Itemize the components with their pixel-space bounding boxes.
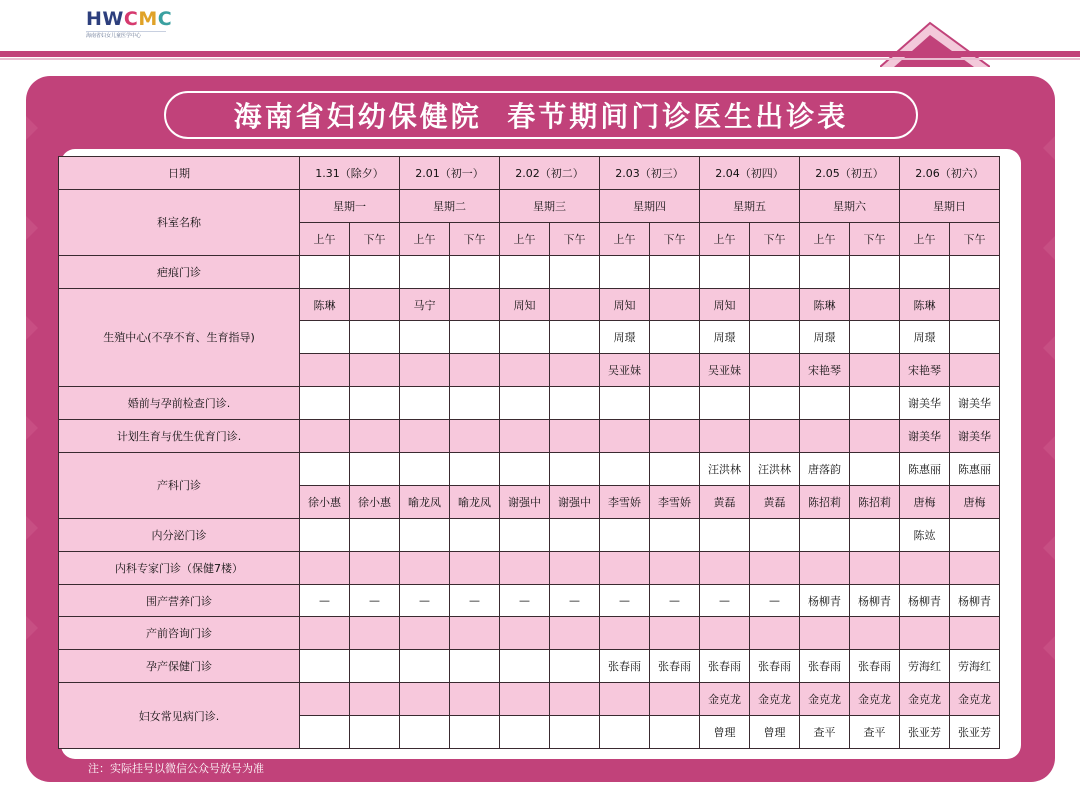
doctor-cell xyxy=(950,255,1000,288)
table-row xyxy=(59,255,1000,288)
am-header: 上午 xyxy=(700,222,750,255)
doctor-cell: 金克龙 xyxy=(700,683,750,716)
doctor-cell xyxy=(650,453,700,486)
doctor-cell xyxy=(650,420,700,453)
dept-name: 妇女常见病门诊. xyxy=(59,683,300,749)
doctor-cell: 金克龙 xyxy=(900,683,950,716)
doctor-cell xyxy=(450,716,500,749)
doctor-cell: 查平 xyxy=(850,716,900,749)
doctor-cell: 周璟 xyxy=(700,321,750,354)
dept-label: 科室名称 xyxy=(59,189,300,255)
weekday-header: 星期日 xyxy=(900,189,1000,222)
doctor-cell: 黄磊 xyxy=(700,485,750,518)
date-header: 2.04（初四） xyxy=(700,157,800,190)
doctor-cell xyxy=(850,518,900,551)
pm-header: 下午 xyxy=(650,222,700,255)
doctor-cell xyxy=(550,650,600,683)
date-header: 2.02（初二） xyxy=(500,157,600,190)
doctor-cell xyxy=(350,255,400,288)
doctor-cell xyxy=(350,354,400,387)
doctor-cell xyxy=(600,716,650,749)
doctor-cell xyxy=(350,288,400,321)
header-row-dates xyxy=(59,157,1000,190)
weekday-header: 星期一 xyxy=(300,189,400,222)
doctor-cell xyxy=(800,518,850,551)
doctor-cell xyxy=(450,650,500,683)
doctor-cell: 喻龙凤 xyxy=(400,485,450,518)
doctor-cell: — xyxy=(300,584,350,617)
doctor-cell: 陈招莉 xyxy=(850,485,900,518)
doctor-cell xyxy=(500,453,550,486)
doctor-cell xyxy=(500,255,550,288)
date-label: 日期 xyxy=(59,157,300,190)
doctor-cell: 陈竑 xyxy=(900,518,950,551)
doctor-cell: 宋艳琴 xyxy=(800,354,850,387)
table-row xyxy=(59,683,1000,716)
doctor-cell xyxy=(800,617,850,650)
table-row xyxy=(59,617,1000,650)
doctor-cell xyxy=(300,387,350,420)
doctor-cell: 张亚芳 xyxy=(900,716,950,749)
doctor-cell: 张春雨 xyxy=(800,650,850,683)
weekday-header: 星期二 xyxy=(400,189,500,222)
doctor-cell: 周知 xyxy=(500,288,550,321)
table-row xyxy=(59,420,1000,453)
doctor-cell: 谢强中 xyxy=(550,485,600,518)
dept-name: 生殖中心(不孕不育、生育指导) xyxy=(59,288,300,387)
weekday-header: 星期六 xyxy=(800,189,900,222)
doctor-cell xyxy=(700,551,750,584)
doctor-cell xyxy=(450,453,500,486)
pm-header: 下午 xyxy=(450,222,500,255)
doctor-cell xyxy=(750,255,800,288)
doctor-cell: 张春雨 xyxy=(850,650,900,683)
dept-name: 计划生育与优生优育门诊. xyxy=(59,420,300,453)
doctor-cell xyxy=(750,420,800,453)
am-header: 上午 xyxy=(500,222,550,255)
doctor-cell xyxy=(650,716,700,749)
logo-subtitle: 海南省妇女儿童医学中心 xyxy=(86,31,166,38)
doctor-cell xyxy=(850,453,900,486)
doctor-cell: 马宁 xyxy=(400,288,450,321)
doctor-cell xyxy=(600,420,650,453)
doctor-cell xyxy=(350,683,400,716)
schedule-table xyxy=(58,156,1000,749)
doctor-cell: — xyxy=(600,584,650,617)
doctor-cell: — xyxy=(650,584,700,617)
doctor-cell xyxy=(350,518,400,551)
doctor-cell xyxy=(700,387,750,420)
date-header: 2.05（初五） xyxy=(800,157,900,190)
doctor-cell xyxy=(450,518,500,551)
doctor-cell xyxy=(450,387,500,420)
doctor-cell xyxy=(850,354,900,387)
doctor-cell: 张春雨 xyxy=(700,650,750,683)
doctor-cell xyxy=(350,420,400,453)
date-header: 2.01（初一） xyxy=(400,157,500,190)
doctor-cell: 汪洪林 xyxy=(750,453,800,486)
doctor-cell xyxy=(400,617,450,650)
doctor-cell xyxy=(300,420,350,453)
logo-wordmark: H W C M C xyxy=(86,8,173,30)
doctor-cell: 谢美华 xyxy=(950,387,1000,420)
hospital-logo xyxy=(86,8,173,46)
pm-header: 下午 xyxy=(750,222,800,255)
doctor-cell: 陈琳 xyxy=(300,288,350,321)
doctor-cell xyxy=(400,453,450,486)
doctor-cell xyxy=(650,255,700,288)
dept-name: 孕产保健门诊 xyxy=(59,650,300,683)
doctor-cell xyxy=(450,255,500,288)
doctor-cell xyxy=(450,288,500,321)
doctor-cell xyxy=(400,716,450,749)
doctor-cell xyxy=(500,551,550,584)
header-row-weekdays xyxy=(59,189,1000,222)
table-row xyxy=(59,387,1000,420)
footer-note: 注：实际挂号以微信公众号放号为准 xyxy=(88,762,264,775)
am-header: 上午 xyxy=(900,222,950,255)
doctor-cell xyxy=(950,551,1000,584)
doctor-cell: 陈琳 xyxy=(800,288,850,321)
doctor-cell xyxy=(700,420,750,453)
doctor-cell xyxy=(300,518,350,551)
doctor-cell: — xyxy=(750,584,800,617)
doctor-cell: 喻龙凤 xyxy=(450,485,500,518)
doctor-cell xyxy=(400,683,450,716)
doctor-cell: 劳海红 xyxy=(950,650,1000,683)
doctor-cell: 陈惠丽 xyxy=(950,453,1000,486)
doctor-cell xyxy=(750,551,800,584)
doctor-cell xyxy=(300,551,350,584)
doctor-cell xyxy=(350,650,400,683)
doctor-cell: 周璟 xyxy=(900,321,950,354)
doctor-cell xyxy=(750,354,800,387)
doctor-cell xyxy=(750,321,800,354)
doctor-cell: 杨柳青 xyxy=(900,584,950,617)
doctor-cell: 金克龙 xyxy=(950,683,1000,716)
doctor-cell xyxy=(350,551,400,584)
weekday-header: 星期四 xyxy=(600,189,700,222)
doctor-cell: 徐小惠 xyxy=(300,485,350,518)
doctor-cell xyxy=(300,683,350,716)
doctor-cell xyxy=(950,321,1000,354)
dept-name: 疤痕门诊 xyxy=(59,255,300,288)
doctor-cell xyxy=(600,255,650,288)
doctor-cell xyxy=(850,617,900,650)
dept-name: 产前咨询门诊 xyxy=(59,617,300,650)
doctor-cell xyxy=(350,387,400,420)
doctor-cell xyxy=(550,683,600,716)
doctor-cell: 张亚芳 xyxy=(950,716,1000,749)
doctor-cell: 陈惠丽 xyxy=(900,453,950,486)
doctor-cell: — xyxy=(700,584,750,617)
title-frame xyxy=(164,91,918,139)
doctor-cell: 谢美华 xyxy=(950,420,1000,453)
doctor-cell: 李雪娇 xyxy=(650,485,700,518)
doctor-cell xyxy=(550,354,600,387)
doctor-cell xyxy=(550,551,600,584)
header-rule-light xyxy=(0,58,1080,60)
doctor-cell xyxy=(300,617,350,650)
doctor-cell: 金克龙 xyxy=(800,683,850,716)
doctor-cell: — xyxy=(550,584,600,617)
pm-header: 下午 xyxy=(850,222,900,255)
doctor-cell: 吴亚妹 xyxy=(600,354,650,387)
doctor-cell xyxy=(650,617,700,650)
doctor-cell: 唐梅 xyxy=(950,485,1000,518)
weekday-header: 星期三 xyxy=(500,189,600,222)
weekday-header: 星期五 xyxy=(700,189,800,222)
doctor-cell xyxy=(550,387,600,420)
doctor-cell: — xyxy=(350,584,400,617)
doctor-cell: 汪洪林 xyxy=(700,453,750,486)
doctor-cell xyxy=(400,551,450,584)
doctor-cell xyxy=(500,650,550,683)
doctor-cell xyxy=(550,321,600,354)
doctor-cell: 张春雨 xyxy=(600,650,650,683)
doctor-cell: — xyxy=(500,584,550,617)
doctor-cell xyxy=(650,518,700,551)
doctor-cell xyxy=(400,387,450,420)
doctor-cell xyxy=(850,551,900,584)
doctor-cell xyxy=(750,288,800,321)
doctor-cell: 唐落韵 xyxy=(800,453,850,486)
doctor-cell xyxy=(500,683,550,716)
doctor-cell xyxy=(750,387,800,420)
am-header: 上午 xyxy=(400,222,450,255)
doctor-cell xyxy=(450,617,500,650)
pm-header: 下午 xyxy=(950,222,1000,255)
doctor-cell xyxy=(400,255,450,288)
doctor-cell: — xyxy=(400,584,450,617)
doctor-cell xyxy=(550,255,600,288)
doctor-cell xyxy=(450,683,500,716)
doctor-cell xyxy=(450,321,500,354)
table-row xyxy=(59,584,1000,617)
doctor-cell xyxy=(650,683,700,716)
doctor-cell: 查平 xyxy=(800,716,850,749)
doctor-cell xyxy=(350,321,400,354)
doctor-cell xyxy=(350,617,400,650)
table-row xyxy=(59,518,1000,551)
doctor-cell: 李雪娇 xyxy=(600,485,650,518)
doctor-cell xyxy=(300,255,350,288)
doctor-cell xyxy=(800,420,850,453)
doctor-cell xyxy=(450,354,500,387)
doctor-cell xyxy=(550,617,600,650)
doctor-cell xyxy=(700,518,750,551)
doctor-cell: 黄磊 xyxy=(750,485,800,518)
doctor-cell xyxy=(600,453,650,486)
doctor-cell xyxy=(350,716,400,749)
doctor-cell xyxy=(500,420,550,453)
dept-name: 婚前与孕前检查门诊. xyxy=(59,387,300,420)
doctor-cell xyxy=(550,453,600,486)
doctor-cell xyxy=(300,716,350,749)
doctor-cell: 周璟 xyxy=(600,321,650,354)
doctor-cell xyxy=(300,453,350,486)
doctor-cell xyxy=(550,716,600,749)
doctor-cell xyxy=(650,551,700,584)
doctor-cell xyxy=(600,683,650,716)
doctor-cell xyxy=(500,321,550,354)
doctor-cell xyxy=(950,617,1000,650)
doctor-cell xyxy=(750,518,800,551)
doctor-cell xyxy=(950,288,1000,321)
doctor-cell: 曾理 xyxy=(750,716,800,749)
doctor-cell xyxy=(850,420,900,453)
doctor-cell: 杨柳青 xyxy=(850,584,900,617)
doctor-cell xyxy=(700,255,750,288)
table-row xyxy=(59,551,1000,584)
doctor-cell xyxy=(400,518,450,551)
doctor-cell xyxy=(550,288,600,321)
dept-name: 产科门诊 xyxy=(59,453,300,519)
doctor-cell xyxy=(850,387,900,420)
doctor-cell xyxy=(850,288,900,321)
am-header: 上午 xyxy=(800,222,850,255)
table-row xyxy=(59,453,1000,486)
doctor-cell: 杨柳青 xyxy=(950,584,1000,617)
doctor-cell xyxy=(750,617,800,650)
doctor-cell: 周知 xyxy=(700,288,750,321)
doctor-cell xyxy=(700,617,750,650)
doctor-cell xyxy=(850,255,900,288)
doctor-cell xyxy=(850,321,900,354)
doctor-cell: 金克龙 xyxy=(850,683,900,716)
doctor-cell xyxy=(650,321,700,354)
date-header: 1.31（除夕） xyxy=(300,157,400,190)
doctor-cell: 吴亚妹 xyxy=(700,354,750,387)
doctor-cell xyxy=(550,420,600,453)
doctor-cell xyxy=(400,650,450,683)
doctor-cell xyxy=(650,288,700,321)
pm-header: 下午 xyxy=(350,222,400,255)
doctor-cell xyxy=(500,617,550,650)
doctor-cell: 曾理 xyxy=(700,716,750,749)
doctor-cell xyxy=(600,518,650,551)
doctor-cell: 陈招莉 xyxy=(800,485,850,518)
doctor-cell xyxy=(450,551,500,584)
dept-name: 内分泌门诊 xyxy=(59,518,300,551)
doctor-cell xyxy=(500,716,550,749)
pm-header: 下午 xyxy=(550,222,600,255)
doctor-cell xyxy=(300,354,350,387)
header-rule xyxy=(0,51,1080,57)
doctor-cell xyxy=(350,453,400,486)
doctor-cell xyxy=(900,617,950,650)
dept-name: 围产营养门诊 xyxy=(59,584,300,617)
doctor-cell: 宋艳琴 xyxy=(900,354,950,387)
date-header: 2.03（初三） xyxy=(600,157,700,190)
doctor-cell: 谢美华 xyxy=(900,387,950,420)
doctor-cell: 张春雨 xyxy=(750,650,800,683)
am-header: 上午 xyxy=(300,222,350,255)
doctor-cell xyxy=(600,617,650,650)
doctor-cell xyxy=(800,255,850,288)
doctor-cell xyxy=(400,321,450,354)
doctor-cell xyxy=(500,387,550,420)
doctor-cell xyxy=(800,387,850,420)
doctor-cell xyxy=(650,354,700,387)
doctor-cell xyxy=(600,387,650,420)
doctor-cell xyxy=(600,551,650,584)
doctor-cell xyxy=(950,518,1000,551)
table-row xyxy=(59,288,1000,321)
doctor-cell: 唐梅 xyxy=(900,485,950,518)
doctor-cell: — xyxy=(450,584,500,617)
doctor-cell: 谢美华 xyxy=(900,420,950,453)
doctor-cell xyxy=(300,650,350,683)
doctor-cell xyxy=(500,518,550,551)
doctor-cell: 周知 xyxy=(600,288,650,321)
doctor-cell xyxy=(900,551,950,584)
am-header: 上午 xyxy=(600,222,650,255)
date-header: 2.06（初六） xyxy=(900,157,1000,190)
doctor-cell: 谢强中 xyxy=(500,485,550,518)
doctor-cell xyxy=(950,354,1000,387)
doctor-cell: 周璟 xyxy=(800,321,850,354)
doctor-cell xyxy=(900,255,950,288)
doctor-cell xyxy=(400,420,450,453)
table-row xyxy=(59,650,1000,683)
doctor-cell xyxy=(650,387,700,420)
doctor-cell: 陈琳 xyxy=(900,288,950,321)
doctor-cell xyxy=(450,420,500,453)
doctor-cell: 金克龙 xyxy=(750,683,800,716)
doctor-cell: 杨柳青 xyxy=(800,584,850,617)
doctor-cell: 徐小惠 xyxy=(350,485,400,518)
doctor-cell xyxy=(400,354,450,387)
doctor-cell: 劳海红 xyxy=(900,650,950,683)
doctor-cell xyxy=(500,354,550,387)
doctor-cell xyxy=(800,551,850,584)
dept-name: 内科专家门诊（保健7楼） xyxy=(59,551,300,584)
doctor-cell xyxy=(550,518,600,551)
page-title: 海南省妇幼保健院 春节期间门诊医生出诊表 xyxy=(233,100,849,133)
doctor-cell: 张春雨 xyxy=(650,650,700,683)
logo-subtitle-en xyxy=(86,38,166,44)
doctor-cell xyxy=(300,321,350,354)
